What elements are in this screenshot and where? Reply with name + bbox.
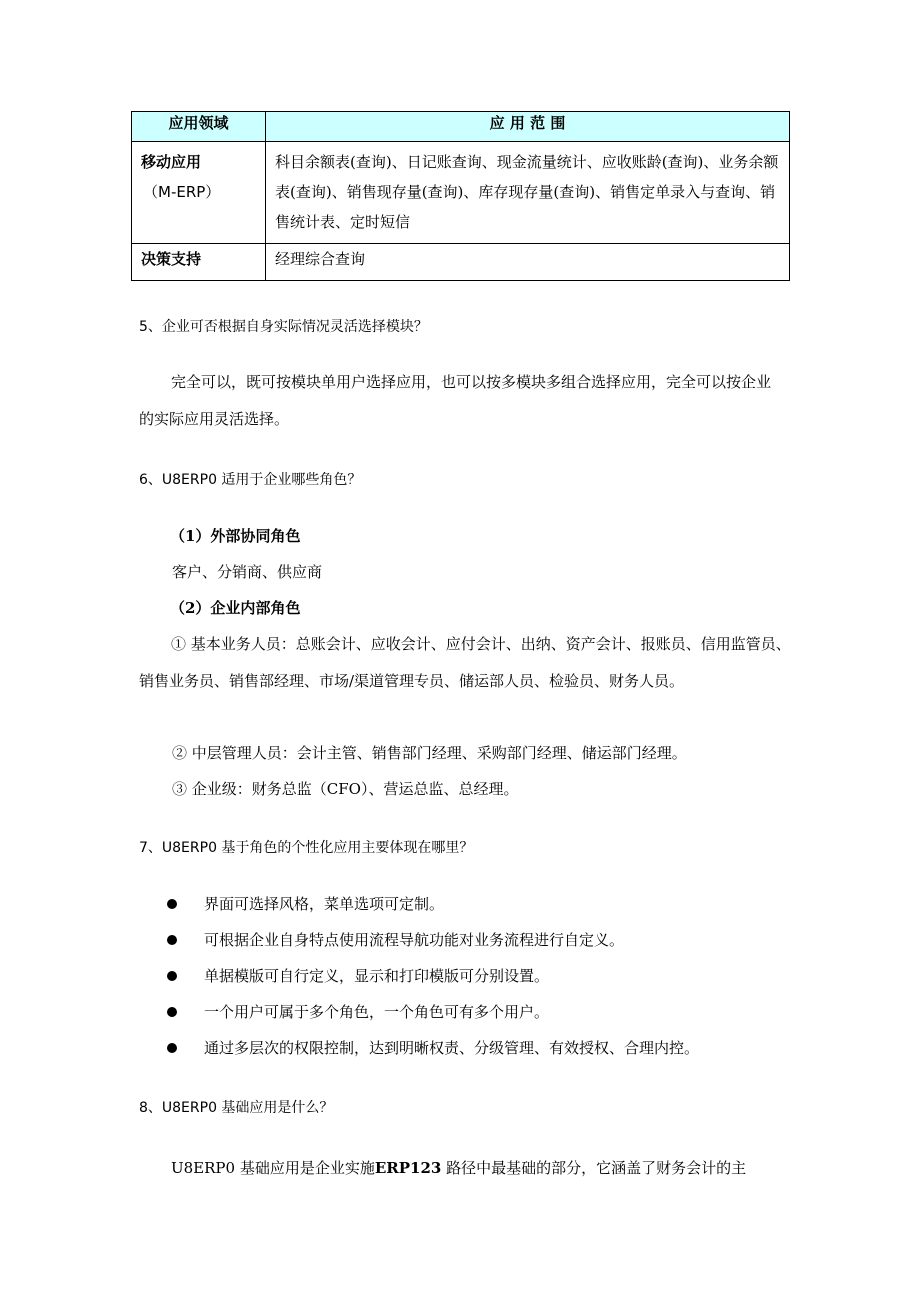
enterprise-level-item: ③ 企业级：财务总监（CFO）、营运总监、总经理。	[172, 780, 519, 798]
list-item: 一个用户可属于多个角色，一个角色可有多个用户。	[167, 1001, 787, 1037]
domain-sub-label: （M-ERP）	[143, 183, 221, 201]
bullet-icon	[167, 1043, 177, 1053]
middle-management-item: ② 中层管理人员：会计主管、销售部门经理、采购部门经理、储运部门经理。	[172, 744, 687, 762]
domain-label: 移动应用	[141, 153, 202, 171]
external-roles-list: 客户、分销商、供应商	[172, 563, 323, 581]
table-row	[132, 244, 790, 281]
header-domain: 应用领域	[132, 112, 266, 142]
domain-cell	[132, 142, 266, 244]
basic-staff-item: ① 基本业务人员：总账会计、应收会计、应付会计、出纳、资产会计、报账员、信用监管员、销售业务员、销售部经理、市场/渠道管理专员、储运部人员、检验员、财务人员。	[139, 635, 791, 690]
application-scope-table	[131, 111, 790, 281]
scope-cell: 科目余额表(查询)、日记账查询、现金流量统计、应收账龄(查询)、业务余额表(查询)、销售现存量(查询)、库存现存量(查询)、销售定单录入与查询、销售统计表、定时短信	[266, 142, 790, 244]
header-scope: 应 用 范 围	[266, 112, 790, 142]
scope-cell: 经理综合查询	[266, 244, 790, 281]
list-item: 可根据企业自身特点使用流程导航功能对业务流程进行自定义。	[167, 929, 787, 965]
domain-cell: 决策支持	[132, 244, 266, 281]
bullet-icon	[167, 1007, 177, 1017]
question-5-answer: 完全可以，既可按模块单用户选择应用，也可以按多模块多组合选择应用，完全可以按企业的实际应用灵活选择。	[139, 373, 772, 428]
list-item: 界面可选择风格，菜单选项可定制。	[167, 893, 787, 929]
internal-roles-heading: （2）企业内部角色	[170, 599, 301, 617]
external-roles-heading: （1）外部协同角色	[170, 527, 301, 545]
personalization-bullet-list	[167, 893, 787, 1073]
table-header-row	[132, 112, 790, 142]
question-8-title: 8、U8ERP0 基础应用是什么？	[139, 1100, 334, 1116]
question-7-title: 7、U8ERP0 基于角色的个性化应用主要体现在哪里？	[139, 840, 474, 856]
question-6-title: 6、U8ERP0 适用于企业哪些角色？	[139, 472, 362, 488]
bullet-icon	[167, 935, 177, 945]
bullet-icon	[167, 971, 177, 981]
table-row	[132, 142, 790, 244]
bullet-icon	[167, 899, 177, 909]
question-5-title: 5、企业可否根据自身实际情况灵活选择模块？	[139, 319, 428, 335]
list-item: 通过多层次的权限控制，达到明晰权责、分级管理、有效授权、合理内控。	[167, 1037, 787, 1073]
list-item: 单据模版可自行定义，显示和打印模版可分别设置。	[167, 965, 787, 1001]
question-8-answer: U8ERP0 基础应用是企业实施ERP123 路径中最基础的部分，它涵盖了财务会计的主	[171, 1159, 747, 1177]
